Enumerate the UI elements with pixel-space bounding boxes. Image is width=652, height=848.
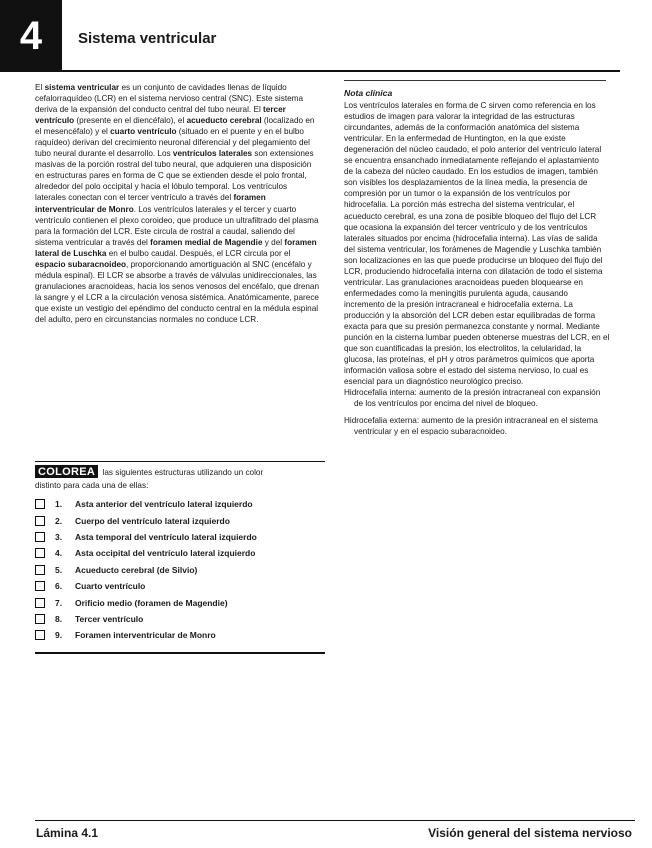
checkbox[interactable] (35, 565, 45, 575)
text-run: , proporcionando amortiguación al SNC (encéfalo y médula espinal). El LCR se absorbe a través de válvulas unidireccionales, las granulaciones aracnoideas, hacia los senos venosos del encéfalo, que drenan la sangre y el LCR a la circulación venosa sistémica. Anatómicamente, parece que existe un vestigio del epéndimo del conducto central en la médula espinal del adulto, pero en circunstancias normales no conduce LCR. (35, 259, 320, 324)
checklist-item (35, 594, 325, 610)
item-number: 3. (55, 531, 63, 542)
checklist-item (35, 562, 325, 578)
text-run: y del (262, 237, 285, 247)
coloring-intro: las siguientes estructuras utilizando un color (102, 468, 264, 477)
text-run: (presente en el diencéfalo), el (74, 116, 187, 126)
checkbox[interactable] (35, 614, 45, 624)
item-label: Acueducto cerebral (de Silvio) (75, 564, 198, 575)
item-label: Orificio medio (foramen de Magendie) (75, 597, 228, 608)
coloring-bottom-rule (35, 652, 325, 654)
text-run: El (35, 83, 45, 92)
item-label: Asta anterior del ventrículo lateral izquierdo (75, 499, 253, 510)
checkbox[interactable] (35, 598, 45, 608)
note-rule (344, 80, 606, 81)
bold-term: sistema ventricular (44, 83, 120, 92)
item-label: Asta temporal del ventrículo lateral izquierdo (75, 531, 257, 542)
text-run: (localizado en el mesencéfalo) y el (35, 116, 315, 137)
main-text (35, 82, 320, 325)
item-label: Cuarto ventrículo (75, 581, 146, 592)
bold-term: foramen interventricular de Monro (35, 193, 266, 214)
item-number: 7. (55, 597, 63, 608)
checkbox[interactable] (35, 630, 45, 640)
clinical-note (344, 88, 610, 437)
item-label: Foramen interventricular de Monro (75, 630, 216, 641)
checklist-item (35, 611, 325, 627)
checklist-item (35, 496, 325, 512)
definition-external: Hidrocefalia externa: aumento de la presión intracraneal en el sistema ventricular y en el espacio subaracnoideo. (344, 416, 598, 437)
bold-term: foramen lateral de Luschka (35, 237, 317, 258)
text-run: son extensiones masivas de la porción rostral del tubo neural, que adquieren una disposición en estructuras pares en forma de C que se extienden desde el polo frontal, alrededor del polo occipital y hacia el lóbulo temporal. Los ventrículos laterales conectan con el tercer ventrículo a través del (35, 149, 314, 203)
coloring-section (35, 461, 325, 644)
item-label: Asta occipital del ventrículo lateral izquierdo (75, 548, 256, 559)
text-run: (situado en el puente y en el bulbo raquídeo) derivan del crecimiento neuronal diferencial y del plegamiento del tubo neural durante el desarrollo. Los (35, 127, 310, 159)
bold-term: foramen medial de Magendie (150, 237, 263, 247)
coloring-checklist (35, 496, 325, 644)
definition-internal: Hidrocefalia interna: aumento de la presión intracraneal con expansión de los ventrículos por encima del nivel de bloqueo. (344, 388, 601, 409)
checklist-item (35, 512, 325, 528)
item-label: Tercer ventrículo (75, 613, 144, 624)
checkbox[interactable] (35, 499, 45, 509)
section-title: Visión general del sistema nervioso (428, 826, 632, 840)
text-run: en el bulbo caudal. Después, el LCR circula por el (106, 248, 291, 258)
bold-term: ventrículos laterales (172, 149, 253, 159)
checklist-item (35, 545, 325, 561)
coloring-intro-2: distinto para cada una de ellas: (35, 481, 149, 490)
note-body: Los ventrículos laterales en forma de C sirven como referencia en los estudios de imagen para valorar la integridad de las estructuras circundantes, además de la conformación anatómica del sistema ventricular. En la enfermedad de Huntington, en la que existe degeneración del núcleo caudado, el polo anterior del ventrículo lateral se encuentra ensanchado inmediatamente reflejando el aplastamiento de la cabeza del núcleo caudado. En los estudios de imagen, también son visibles los desplazamientos de la línea media, la presencia de compresión por un tumor o la expansión de los ventrículos por hidrocefalia. La porción más estrecha del sistema ventricular, el acueducto cerebral, es una zona de posible bloqueo del flujo del LCR que ocasiona la expansión del tercer ventrículo y de los ventrículos laterales situados por encima (hidrocefalia interna). Las vías de salida del sistema ventricular, los forámenes de Magendie y Luschka también son localizaciones en las que puede producirse un bloqueo del flujo del LCR, produciendo hidrocefalia interna con dilatación de todo el sistema ventricular. Las granulaciones aracnoideas pueden bloquearse en enfermedades como la meningitis purulenta aguda, causando incremento de la presión intracraneal e hidrocefalia externa. La producción y la absorción del LCR deben estar equilibradas de forma exacta para que su presión permanezca constante y normal. Mediante punción en la cisterna lumbar pueden obtenerse muestras del LCR, en el que son cuantificadas la presión, los electrolitos, la celularidad, la glucosa, las proteínas, el pH y otros parámetros químicos que aporta información valiosa sobre el estado del sistema nervioso, lo cual es esencial para un diagnóstico neurológico preciso. (344, 101, 610, 387)
text-run: es un conjunto de cavidades llenas de líquido cefalorraquídeo (LCR) en el sistema nervioso central (SNC). Este sistema deriva de la expansión del conducto central del tubo neural. El (35, 83, 304, 115)
chapter-title: Sistema ventricular (78, 30, 217, 47)
footer-rule (35, 820, 635, 821)
checklist-item (35, 578, 325, 594)
item-number: 5. (55, 564, 63, 575)
note-title: Nota clínica (344, 88, 393, 98)
chapter-number: 4 (0, 0, 62, 72)
text-run: . Los ventrículos laterales y el tercer y cuarto ventrículo contienen el plexo coroideo, que produce un ultrafiltrado del plasma para la formación del LCR. Este circula de rostral a caudal, saliendo del sistema ventricular a través del (35, 204, 319, 247)
checklist-item (35, 627, 325, 643)
checkbox[interactable] (35, 516, 45, 526)
checkbox[interactable] (35, 548, 45, 558)
item-number: 9. (55, 630, 63, 641)
bold-term: cuarto ventrículo (110, 127, 177, 137)
header-rule (62, 70, 620, 72)
item-number: 6. (55, 581, 63, 592)
checklist-item (35, 529, 325, 545)
bold-term: acueducto cerebral (186, 116, 262, 126)
item-number: 4. (55, 548, 63, 559)
item-label: Cuerpo del ventrículo lateral izquierdo (75, 515, 230, 526)
plate-number: Lámina 4.1 (36, 826, 99, 840)
item-number: 2. (55, 515, 63, 526)
checkbox[interactable] (35, 581, 45, 591)
item-number: 8. (55, 613, 63, 624)
intro-paragraph (35, 82, 320, 325)
item-number: 1. (55, 499, 63, 510)
checkbox[interactable] (35, 532, 45, 542)
bold-term: espacio subaracnoideo (35, 259, 127, 269)
bold-term: tercer ventrículo (35, 105, 286, 126)
coloring-label: COLOREA (35, 465, 98, 478)
